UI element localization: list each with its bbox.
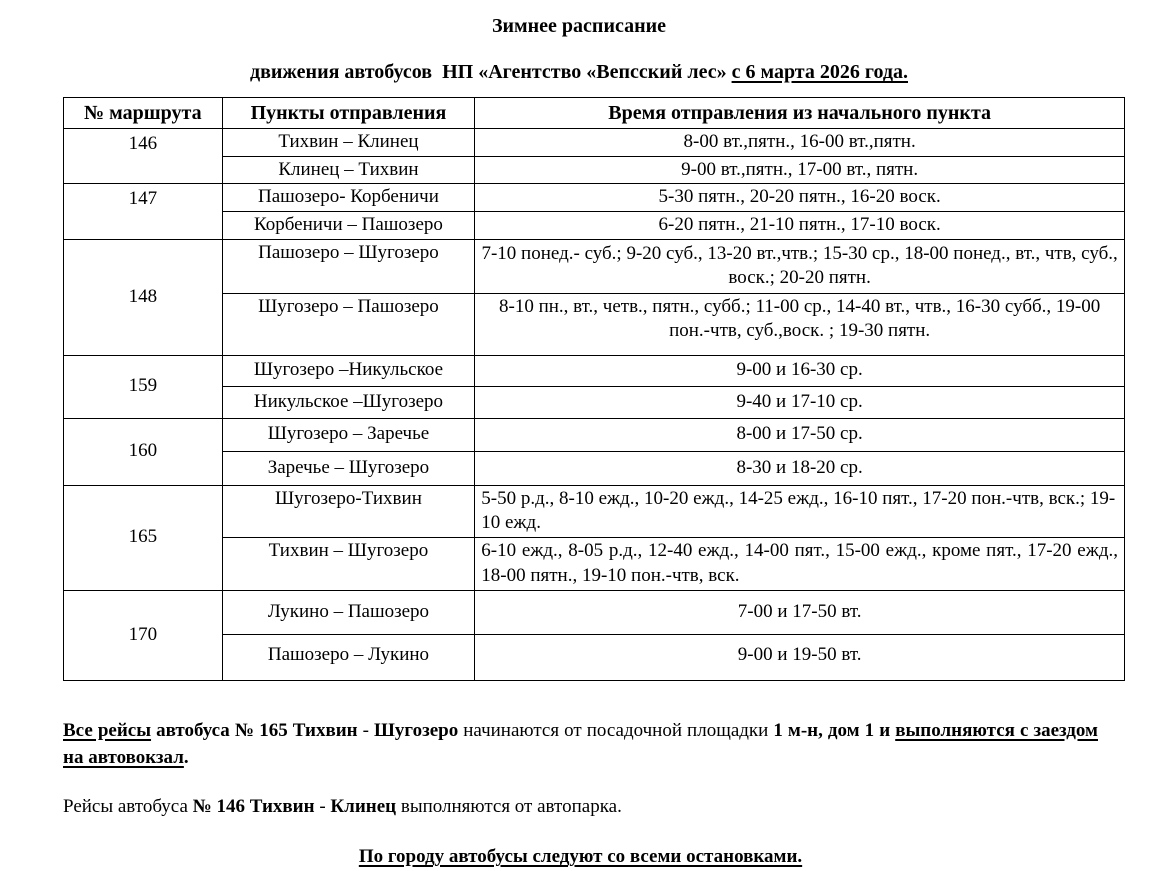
route-number-cell: 170: [64, 590, 223, 680]
note2-bus: № 146 Тихвин: [193, 796, 315, 817]
table-row: [64, 184, 1125, 212]
document-page: [0, 15, 1158, 840]
note2-dash: -: [315, 796, 331, 817]
table-row: [64, 129, 1125, 157]
table-row: [64, 590, 1125, 634]
departure-times-cell: 6-20 пятн., 21-10 пятн., 17-10 воск.: [475, 212, 1125, 240]
table-header-row: [64, 98, 1125, 129]
departure-times-cell: 9-00 вт.,пятн., 17-00 вт., пятн.: [475, 156, 1125, 184]
departure-times-cell: 9-00 и 16-30 ср.: [475, 355, 1125, 386]
note2-lead: Рейсы автобуса: [63, 796, 193, 817]
table-row: [64, 293, 1125, 355]
departure-times-cell: 9-40 и 17-10 ср.: [475, 386, 1125, 418]
table-row: [64, 212, 1125, 240]
note1-address: 1 м-н, дом 1 и: [773, 720, 895, 741]
note1-dest: Шугозеро: [374, 720, 458, 741]
departure-points-cell: Тихвин – Клинец: [222, 129, 475, 157]
departure-points-cell: Никульское –Шугозеро: [222, 386, 475, 418]
note1-bus: автобуса № 165 Тихвин: [151, 720, 358, 741]
note1-underlined: выполняются с заездом на автовокзал: [63, 720, 1098, 769]
page-title: Зимнее расписание: [0, 15, 1158, 38]
schedule-table: [63, 97, 1125, 681]
table-row: [64, 485, 1125, 537]
departure-points-cell: Тихвин – Шугозеро: [222, 538, 475, 590]
departure-times-cell: 8-10 пн., вт., четв., пятн., субб.; 11-00 ср., 14-40 вт., чтв., 16-30 субб., 19-00 пон.-чтв, суб.,воск. ; 19-30 пятн.: [475, 293, 1125, 355]
route-number-cell: 147: [64, 184, 223, 239]
table-row: [64, 239, 1125, 293]
table-row: [64, 538, 1125, 590]
route-number-cell: 146: [64, 129, 223, 184]
note1-lead: Все рейсы: [63, 720, 151, 741]
table-row: [64, 418, 1125, 451]
departure-points-cell: Заречье – Шугозеро: [222, 451, 475, 485]
departure-times-cell: 8-00 вт.,пятн., 16-00 вт.,пятн.: [475, 129, 1125, 157]
departure-times-cell: 7-00 и 17-50 вт.: [475, 590, 1125, 634]
table-row: [64, 355, 1125, 386]
departure-points-cell: Лукино – Пашозеро: [222, 590, 475, 634]
note-route-165: [63, 717, 1098, 773]
departure-times-cell: 5-30 пятн., 20-20 пятн., 16-20 воск.: [475, 184, 1125, 212]
departure-points-cell: Шугозеро – Заречье: [222, 418, 475, 451]
table-row: [64, 386, 1125, 418]
note-city-stops-text: По городу автобусы следуют со всеми остановками.: [359, 846, 802, 867]
note2-text: выполняются от автопарка.: [396, 796, 622, 817]
departure-times-cell: 6-10 ежд., 8-05 р.д., 12-40 ежд., 14-00 пят., 15-00 ежд., кроме пят., 17-20 ежд., 18-00 пятн., 19-10 пон.-чтв, вск.: [475, 538, 1125, 590]
departure-times-cell: 9-00 и 19-50 вт.: [475, 634, 1125, 680]
departure-times-cell: 8-30 и 18-20 ср.: [475, 451, 1125, 485]
departure-times-cell: 8-00 и 17-50 ср.: [475, 418, 1125, 451]
departure-times-cell: 5-50 р.д., 8-10 ежд., 10-20 ежд., 14-25 ежд., 16-10 пят., 17-20 пон.-чтв, вск.; 19-10 ежд.: [475, 485, 1125, 537]
departure-points-cell: Пашозеро- Корбеничи: [222, 184, 475, 212]
header-route-number: № маршрута: [64, 98, 223, 129]
note1-period: .: [184, 747, 189, 768]
footnotes: [63, 717, 1098, 871]
header-departure-times: Время отправления из начального пункта: [475, 98, 1125, 129]
departure-times-cell: 7-10 понед.- суб.; 9-20 суб., 13-20 вт.,чтв.; 15-30 ср., 18-00 понед., вт., чтв, суб., воск.; 20-20 пятн.: [475, 239, 1125, 293]
route-number-cell: 160: [64, 418, 223, 485]
departure-points-cell: Шугозеро-Тихвин: [222, 485, 475, 537]
route-number-cell: 165: [64, 485, 223, 590]
departure-points-cell: Клинец – Тихвин: [222, 156, 475, 184]
note1-dash: -: [358, 720, 374, 741]
departure-points-cell: Пашозеро – Шугозеро: [222, 239, 475, 293]
departure-points-cell: Шугозеро –Никульское: [222, 355, 475, 386]
note2-dest: Клинец: [330, 796, 396, 817]
page-subtitle: [0, 61, 1158, 84]
subtitle-regular: движения автобусов НП «Агентство «Вепсский лес»: [250, 61, 732, 83]
departure-points-cell: Шугозеро – Пашозеро: [222, 293, 475, 355]
subtitle-effective-date: с 6 марта 2026 года.: [732, 61, 908, 83]
table-row: [64, 156, 1125, 184]
header-departure-points: Пункты отправления: [222, 98, 475, 129]
table-row: [64, 451, 1125, 485]
note-route-146: [63, 793, 1098, 821]
table-row: [64, 634, 1125, 680]
note1-text: начинаются от посадочной площадки: [458, 720, 773, 741]
departure-points-cell: Корбеничи – Пашозеро: [222, 212, 475, 240]
departure-points-cell: Пашозеро – Лукино: [222, 634, 475, 680]
route-number-cell: 159: [64, 355, 223, 418]
note-city-stops: [63, 843, 1098, 871]
route-number-cell: 148: [64, 239, 223, 355]
